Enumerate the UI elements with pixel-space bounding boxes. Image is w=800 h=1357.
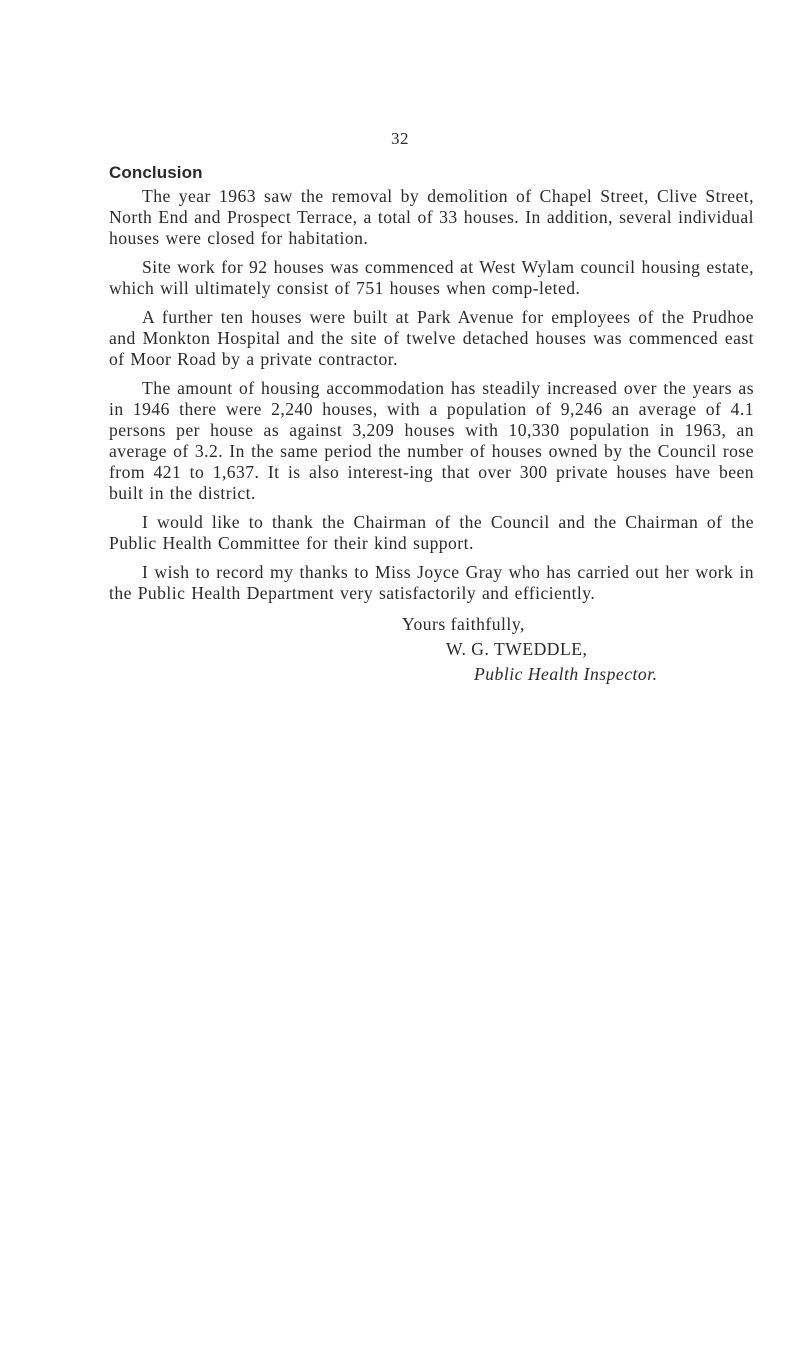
signatory-title: Public Health Inspector. bbox=[474, 664, 658, 684]
report-body bbox=[109, 163, 754, 687]
page-number: 32 bbox=[391, 129, 409, 148]
paragraph-housing-statistics: The amount of housing accommodation has steadily increased over the years as in 1946 there were 2,240 houses, with a population of 9,246 an average of 4.1 persons per house as against 3,209 houses with 10,330 population in 1963, an average of 3.2. In the same period the number of houses owned by the Council rose from 421 to 1,637. It is also interest-ing that over 300 private houses have been built in the district. bbox=[109, 378, 754, 503]
paragraph-park-avenue: A further ten houses were built at Park Avenue for employees of the Prudhoe and Monkton Hospital and the site of twelve detached houses was commenced east of Moor Road by a private contractor. bbox=[109, 307, 754, 369]
section-heading: Conclusion bbox=[109, 163, 203, 182]
closing-line: Yours faithfully, bbox=[402, 614, 525, 634]
paragraph-thanks-chairman: I would like to thank the Chairman of the Council and the Chairman of the Public Health Committee for their kind support. bbox=[109, 512, 754, 553]
signatory-name: W. G. TWEDDLE, bbox=[446, 639, 588, 659]
signoff-block bbox=[109, 612, 754, 687]
paragraph-thanks-staff: I wish to record my thanks to Miss Joyce Gray who has carried out her work in the Public Health Department very satisfactorily and efficiently. bbox=[109, 562, 754, 603]
paragraph-demolition: The year 1963 saw the removal by demolition of Chapel Street, Clive Street, North End and Prospect Terrace, a total of 33 houses. In addition, several individual houses were closed for habitation. bbox=[109, 186, 754, 248]
paragraph-west-wylam: Site work for 92 houses was commenced at West Wylam council housing estate, which will ultimately consist of 751 houses when comp-leted. bbox=[109, 257, 754, 298]
